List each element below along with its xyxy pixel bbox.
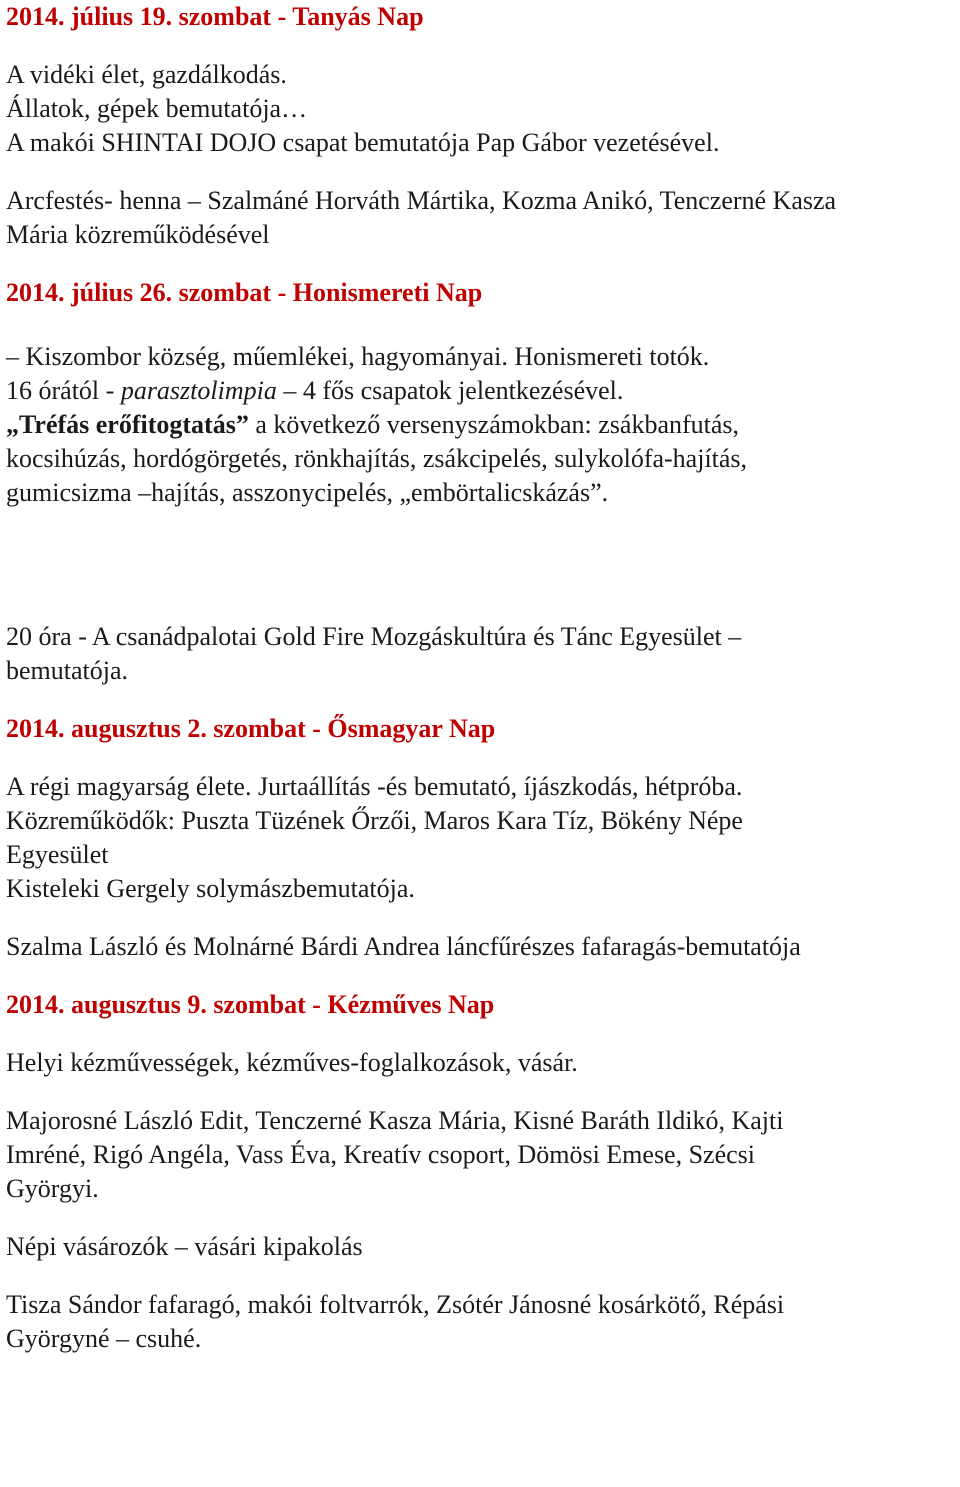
team-text: – 4 fős csapatok jelentkezésével. [276, 376, 624, 405]
paragraph-line: A régi magyarság élete. Jurtaállítás -és bemutató, íjászkodás, hétpróba. [6, 772, 743, 801]
paragraph-line: kocsihúzás, hordógörgetés, rönkhajítás, zsákcipelés, sulykolófa-hajítás, [6, 444, 748, 473]
spacer [6, 906, 956, 930]
paragraph-line: Györgyi. [6, 1174, 99, 1203]
section-heading-kezmuves-nap: 2014. augusztus 9. szombat - Kézműves Nap [6, 990, 495, 1019]
paragraph-line: – Kiszombor község, műemlékei, hagyományai. Honismereti totók. [6, 342, 710, 371]
paragraph-line: Majorosné László Edit, Tenczerné Kasza Mária, Kisné Baráth Ildikó, Kajti [6, 1106, 784, 1135]
spacer [6, 160, 956, 184]
paragraph-line: A vidéki élet, gazdálkodás. [6, 60, 287, 89]
paragraph-line: Népi vásározók – vásári kipakolás [6, 1232, 363, 1261]
spacer [6, 34, 956, 58]
paragraph-line: Közreműködők: Puszta Tüzének Őrzői, Maros Kara Tíz, Bökény Népe [6, 806, 743, 835]
spacer [6, 1080, 956, 1104]
paragraph-line: Mária közreműködésével [6, 220, 270, 249]
spacer [6, 964, 956, 988]
paragraph-line: A makói SHINTAI DOJO csapat bemutatója Pap Gábor vezetésével. [6, 128, 720, 157]
paragraph-line: Kisteleki Gergely solymászbemutatója. [6, 874, 415, 903]
spacer [6, 310, 956, 340]
document-page [6, 0, 956, 1356]
spacer [6, 1206, 956, 1230]
spacer [6, 746, 956, 770]
paragraph-line: 20 óra - A csanádpalotai Gold Fire Mozgáskultúra és Tánc Egyesület – [6, 622, 742, 651]
paragraph-line: Helyi kézművességek, kézműves-foglalkozások, vásár. [6, 1048, 578, 1077]
paragraph-line: gumicsizma –hajítás, asszonycipelés, „embörtalicskázás”. [6, 478, 609, 507]
paragraph-line: Szalma László és Molnárné Bárdi Andrea láncfűrészes fafaragás-bemutatója [6, 932, 801, 961]
paragraph-line: bemutatója. [6, 656, 129, 685]
paragraph-line: Imréné, Rigó Angéla, Vass Éva, Kreatív csoport, Dömösi Emese, Szécsi [6, 1140, 756, 1169]
spacer [6, 1022, 956, 1046]
spacer [6, 252, 956, 276]
trefas-text: „Tréfás erőfitogtatás” [6, 410, 249, 439]
time-text: 16 órától - [6, 376, 121, 405]
events-text: a következő versenyszámokban: zsákbanfutás, [248, 410, 740, 439]
paragraph-line: Tisza Sándor fafaragó, makói foltvarrók, Zsótér Jánosné kosárkötő, Répási [6, 1290, 785, 1319]
spacer [6, 1264, 956, 1288]
paragraph-line: Egyesület [6, 840, 109, 869]
paragraph-line: Györgyné – csuhé. [6, 1324, 202, 1353]
spacer [6, 510, 956, 620]
paragraph-line [6, 374, 956, 408]
paragraph-line: Állatok, gépek bemutatója… [6, 94, 308, 123]
paragraph-line: Arcfestés- henna – Szalmáné Horváth Mártika, Kozma Anikó, Tenczerné Kasza [6, 186, 837, 215]
section-heading-osmagyar-nap: 2014. augusztus 2. szombat - Ősmagyar Nap [6, 714, 496, 743]
section-heading-honismereti-nap: 2014. július 26. szombat - Honismereti Nap [6, 278, 483, 307]
section-heading-tanyas-nap: 2014. július 19. szombat - Tanyás Nap [6, 2, 424, 31]
paragraph-line [6, 408, 956, 442]
parasztolimpia-text: parasztolimpia [120, 376, 277, 405]
spacer [6, 688, 956, 712]
